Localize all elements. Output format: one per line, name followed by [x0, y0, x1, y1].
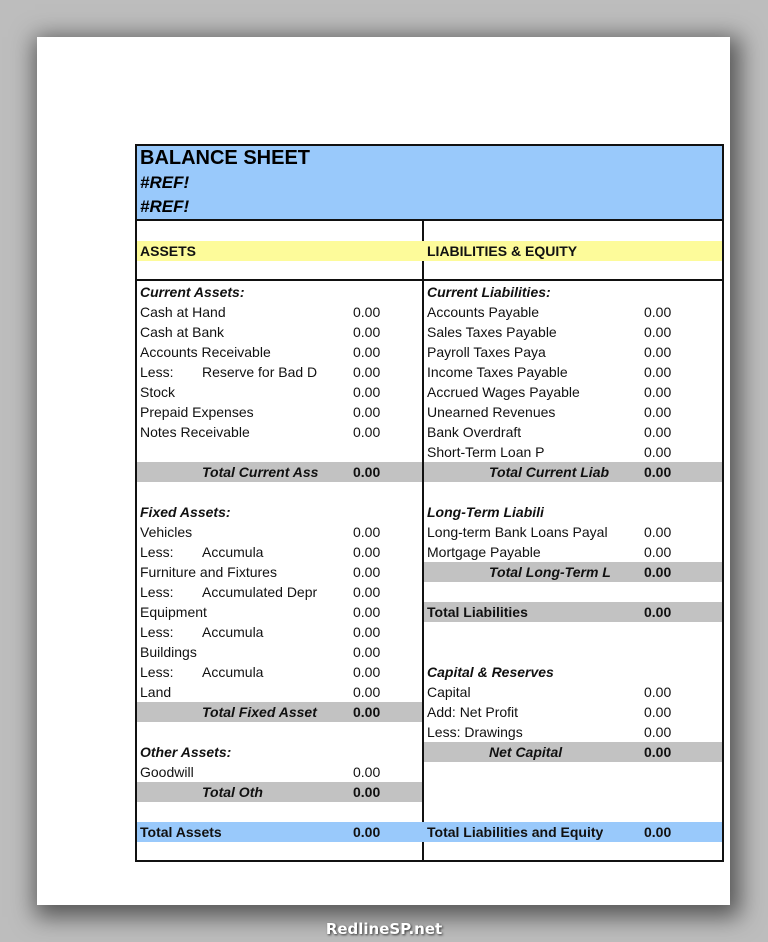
ref-error-2: #REF!: [140, 197, 190, 216]
sheet-header: [137, 146, 722, 221]
total-liabilities: Total Liabilities 0.00: [427, 604, 672, 620]
asset-row: Buildings 0.00: [140, 644, 381, 660]
asset-row: Cash at Hand 0.00: [140, 304, 381, 320]
sheet-title: BALANCE SHEET: [140, 147, 311, 169]
asset-row: Less: Accumula 0.00: [140, 664, 381, 680]
liability-row: Accounts Payable 0.00: [427, 304, 672, 320]
long-term-liabilities-heading: Long-Term Liabili: [427, 504, 544, 520]
current-liabilities-heading: Current Liabilities:: [427, 284, 551, 300]
current-assets-heading: Current Assets:: [140, 284, 245, 300]
asset-row: Furniture and Fixtures 0.00: [140, 564, 381, 580]
asset-row: Stock 0.00: [140, 384, 381, 400]
total-current-liabilities: Total Current Liab 0.00: [489, 464, 672, 480]
asset-row: Less: Accumula 0.00: [140, 544, 381, 560]
liability-row: Unearned Revenues 0.00: [427, 404, 672, 420]
capital-row: Less: Drawings 0.00: [427, 724, 672, 740]
liability-row: Short-Term Loan P 0.00: [427, 444, 672, 460]
liability-row: Income Taxes Payable 0.00: [427, 364, 672, 380]
liability-row: Sales Taxes Payable 0.00: [427, 324, 672, 340]
document-page: [37, 37, 730, 905]
asset-row: Vehicles 0.00: [140, 524, 381, 540]
liability-row: Accrued Wages Payable 0.00: [427, 384, 672, 400]
net-capital: Net Capital 0.00: [489, 744, 672, 760]
liability-row: Bank Overdraft 0.00: [427, 424, 672, 440]
total-fixed-assets: Total Fixed Asset 0.00: [202, 704, 381, 720]
asset-row: Land 0.00: [140, 684, 381, 700]
capital-row: Add: Net Profit 0.00: [427, 704, 672, 720]
other-assets-heading: Other Assets:: [140, 744, 232, 760]
asset-row: Cash at Bank 0.00: [140, 324, 381, 340]
liability-row: Long-term Bank Loans Payal 0.00: [427, 524, 672, 540]
capital-row: Capital 0.00: [427, 684, 672, 700]
asset-row: Less: Accumula 0.00: [140, 624, 381, 640]
total-liabilities-and-equity: Total Liabilities and Equity 0.00: [427, 824, 672, 840]
liability-row: Payroll Taxes Paya 0.00: [427, 344, 672, 360]
fixed-assets-heading: Fixed Assets:: [140, 504, 231, 520]
asset-row: Accounts Receivable 0.00: [140, 344, 381, 360]
watermark: RedlineSP.net: [325, 920, 443, 938]
asset-row: Prepaid Expenses 0.00: [140, 404, 381, 420]
section-divider: [137, 279, 722, 281]
asset-row: Notes Receivable 0.00: [140, 424, 381, 440]
asset-row: Less: Accumulated Depr 0.00: [140, 584, 381, 600]
balance-sheet: [135, 144, 724, 862]
capital-reserves-heading: Capital & Reserves: [427, 664, 554, 680]
asset-row: Less: Reserve for Bad D 0.00: [140, 364, 381, 380]
total-assets: Total Assets 0.00: [140, 824, 381, 840]
assets-heading: ASSETS: [140, 243, 197, 259]
total-other-assets: Total Oth 0.00: [202, 784, 381, 800]
ref-error-1: #REF!: [140, 173, 190, 192]
total-current-assets: Total Current Ass 0.00: [202, 464, 381, 480]
total-long-term-liabilities: Total Long-Term L 0.00: [489, 564, 672, 580]
asset-row: Goodwill 0.00: [140, 764, 381, 780]
asset-row: Equipment 0.00: [140, 604, 381, 620]
liability-row: Mortgage Payable 0.00: [427, 544, 672, 560]
liabilities-heading: LIABILITIES & EQUITY: [427, 243, 578, 259]
